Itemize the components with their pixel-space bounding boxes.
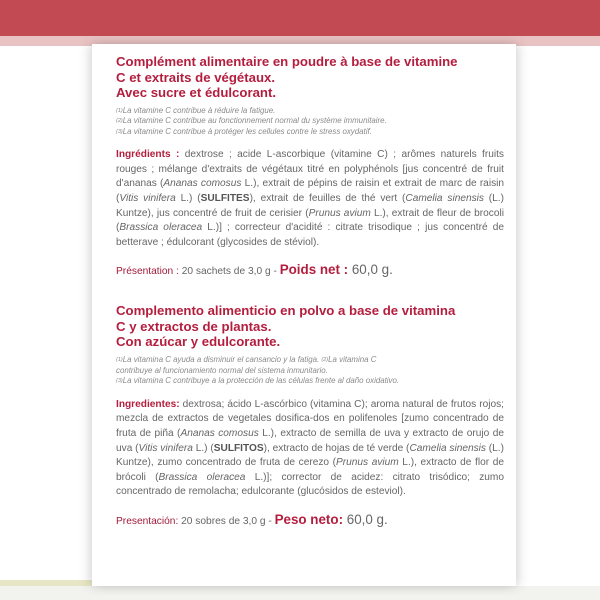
footnote-text: La vitamine C contribue à réduire la fatigue. bbox=[122, 105, 276, 115]
es-footnote bbox=[116, 355, 504, 366]
footnote-mark: (1) bbox=[116, 356, 123, 363]
ingredient-text: ), extracto de hojas de té verde ( bbox=[263, 442, 410, 454]
species-name: Ananas comosus bbox=[180, 427, 259, 439]
es-presentation-label: Presentación: bbox=[116, 515, 179, 527]
fr-ingredients bbox=[116, 148, 504, 250]
es-footnotes bbox=[116, 355, 504, 387]
ingredient-text: L.) ( bbox=[175, 193, 201, 205]
fr-presentation bbox=[116, 261, 504, 281]
footnote-text: La vitamina C contribuye a la protección de las células frente al daño oxidativo. bbox=[122, 376, 400, 386]
es-presentation-text: 20 sobres de 3,0 g - bbox=[178, 515, 275, 527]
species-name: Vitis vinifera bbox=[119, 193, 176, 205]
footnote-mark: (1) bbox=[116, 107, 123, 114]
fr-footnote bbox=[116, 116, 504, 127]
fr-ingredients-label: Ingrédients : bbox=[116, 149, 180, 161]
ingredient-text: (L.) Kuntze), jus concentré de fruit de cerisier ( bbox=[116, 193, 504, 219]
footnote-text: La vitamina C ayuda a disminuir el cansancio y la fatiga. bbox=[122, 354, 322, 364]
es-title-line: C y extractos de plantas. bbox=[116, 318, 272, 334]
footnote-mark: (2) bbox=[321, 356, 329, 363]
species-name: Camelia sinensis bbox=[409, 442, 486, 454]
es-title-line: Con azúcar y edulcorante. bbox=[116, 334, 281, 350]
ingredient-text: L.)]; corrector de acidez: citrato trisódico; zumo concentrado de remolacha; edulcorante (glucósidos de esteviol). bbox=[116, 471, 504, 498]
species-name: Prunus avium bbox=[308, 207, 371, 219]
species-name: Ananas comosus bbox=[163, 178, 242, 190]
ingredient-text: L.), extrait de pépins de raisin et extrait de marc de raisin ( bbox=[116, 178, 505, 205]
es-title bbox=[116, 303, 504, 350]
fr-weight-label: Poids net : bbox=[279, 262, 349, 278]
footnote-text: La vitamina C bbox=[328, 354, 377, 364]
ingredient-text: L.), extracto de semilla de uva y extracto de orujo de uva ( bbox=[116, 427, 504, 454]
ingredient-text: L.), extrait de fleur de brocoli ( bbox=[116, 207, 504, 234]
ingredient-text: L.), extracto de flor de brócoli ( bbox=[116, 457, 504, 483]
footnote-mark: (2) bbox=[116, 118, 123, 125]
ingredient-text: (L.) Kuntze), zumo concentrado de fruta de cerezo ( bbox=[116, 442, 504, 469]
species-name: Prunus avium bbox=[336, 457, 399, 469]
fr-presentation-label: Présentation : bbox=[116, 266, 179, 278]
ingredient-text: L.) ( bbox=[192, 442, 214, 454]
footnote-text: contribuye al funcionamiento normal del sistema inmunitario. bbox=[116, 365, 328, 375]
es-ingredients bbox=[116, 398, 504, 500]
fr-footnotes bbox=[116, 106, 504, 138]
section-spacer bbox=[116, 281, 504, 303]
label-content bbox=[116, 54, 504, 531]
fr-weight-value: 60,0 g. bbox=[348, 262, 393, 278]
fr-title bbox=[116, 54, 504, 101]
footnote-mark: (3) bbox=[116, 378, 123, 385]
es-ingredients-text bbox=[116, 399, 504, 498]
es-footnote bbox=[116, 366, 504, 377]
fr-presentation-text: 20 sachets de 3,0 g - bbox=[178, 266, 280, 278]
ingredient-text: ), extrait de feuilles de thé vert ( bbox=[249, 193, 406, 205]
fr-footnote bbox=[116, 127, 504, 138]
allergen-text: SULFITES bbox=[200, 193, 250, 205]
ingredient-text: dextrosa; ácido L-ascórbico (vitamina C); aroma natural de frutos rojos; mezcla de extractos de vegetales dosifica-dos en polifenoles [zumo concentrado de fruta de piña ( bbox=[116, 398, 504, 439]
fr-title-line: Avec sucre et édulcorant. bbox=[116, 85, 277, 100]
footnote-text: La vitamine C contribue à protéger les cellules contre le stress oxydatif. bbox=[122, 126, 372, 136]
fr-title-line: C et extraits de végétaux. bbox=[116, 69, 276, 85]
species-name: Camelia sinensis bbox=[405, 193, 484, 205]
es-title-line: Complemento alimenticio en polvo a base de vitamina bbox=[116, 303, 456, 319]
ingredient-text: dextrose ; acide L-ascorbique (vitamine C) ; arômes naturels fruits rouges ; mélange d'extraits de végétaux titré en polyphénols [jus concentré de fruit d'ananas ( bbox=[116, 149, 504, 190]
es-footnote bbox=[116, 376, 504, 387]
fr-footnote bbox=[116, 106, 504, 117]
package-top-band bbox=[0, 0, 600, 36]
allergen-text: SULFITOS bbox=[213, 442, 264, 454]
species-name: Brassica oleracea bbox=[158, 471, 246, 483]
es-presentation bbox=[116, 511, 504, 531]
es-weight-label: Peso neto: bbox=[274, 511, 344, 527]
es-weight-value: 60,0 g. bbox=[343, 511, 388, 527]
package-bottom-band bbox=[0, 586, 600, 600]
footnote-text: La vitamine C contribue au fonctionnement normal du système immunitaire. bbox=[122, 116, 387, 126]
species-name: Brassica oleracea bbox=[119, 222, 203, 234]
species-name: Vitis vinifera bbox=[138, 442, 193, 454]
es-ingredients-label: Ingredientes: bbox=[116, 398, 180, 410]
footnote-mark: (3) bbox=[116, 128, 123, 135]
ingredient-text: L.)] ; correcteur d'acidité : citrate trisodique ; jus concentré de betterave ; édulcorant (glycosides de stéviol). bbox=[116, 222, 504, 248]
fr-ingredients-text bbox=[116, 149, 504, 248]
fr-title-line: Complément alimentaire en poudre à base de vitamine bbox=[116, 54, 458, 69]
